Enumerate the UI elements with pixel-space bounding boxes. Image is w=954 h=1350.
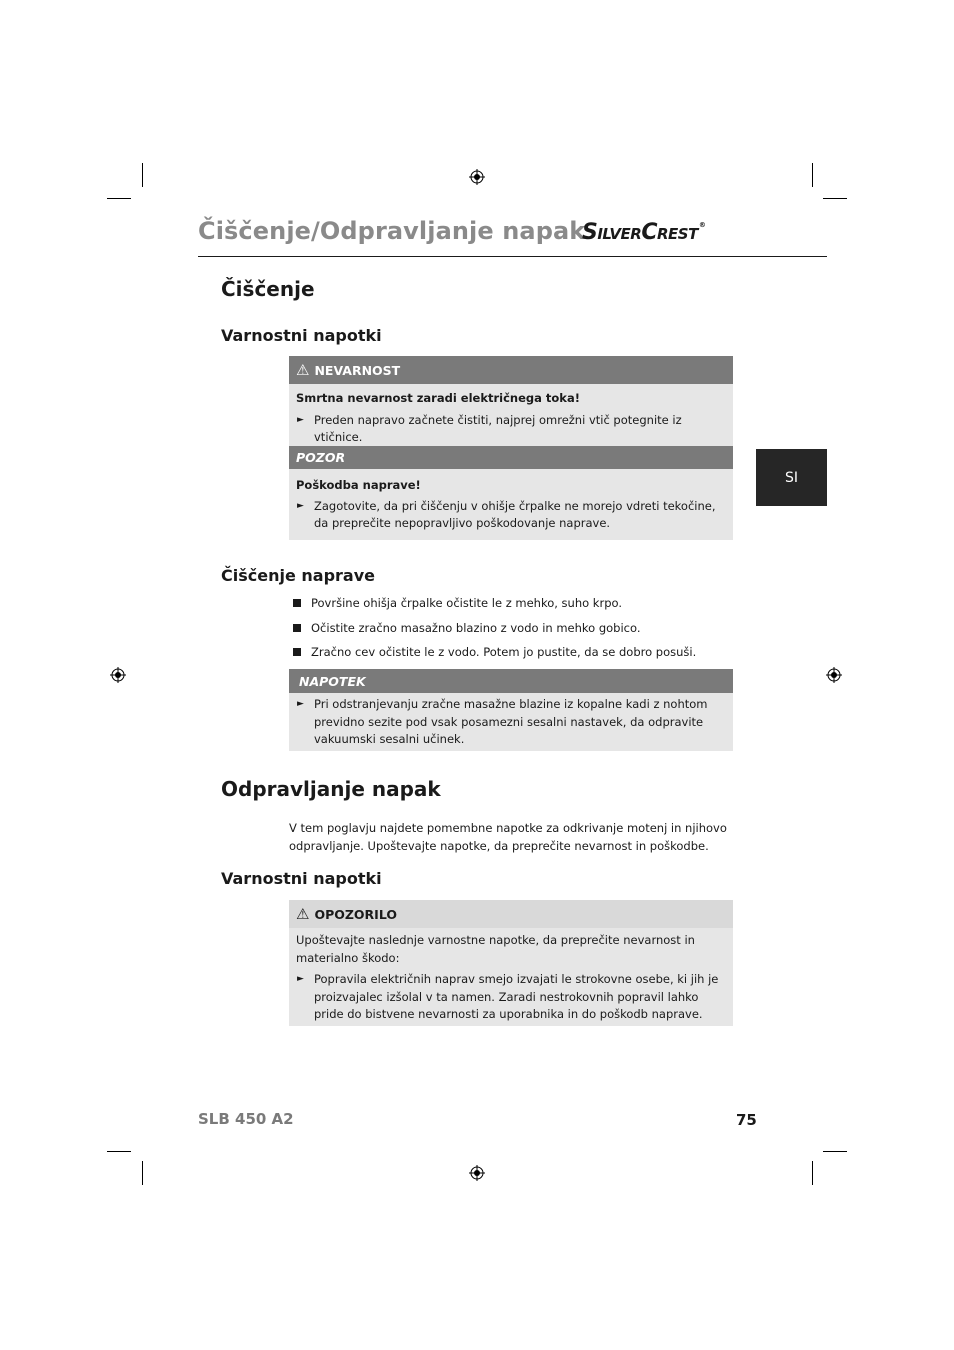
crop-mark [823,1151,847,1152]
list-item [296,412,725,447]
list-item-text: Zračno cev očistite le z vodo. Potem jo pustite, da se dobro posuši. [311,645,697,659]
warning-label: OPOZORILO [314,906,397,922]
note-box-body [289,693,733,751]
brand-logo [582,220,705,245]
warning-box-body [289,928,733,1026]
note-box-header [289,669,733,693]
device-cleaning-heading: Čiščenje naprave [221,566,375,585]
list-item [293,645,696,659]
square-bullet-icon [293,648,301,656]
square-bullet-icon [293,624,301,632]
registration-mark-icon [469,1165,485,1181]
header-divider [198,256,827,257]
caution-box-body [289,469,733,540]
language-tab: SI [756,449,827,506]
registration-mark-icon [469,169,485,185]
square-bullet-icon [293,599,301,607]
safety-heading: Varnostni napotki [221,869,382,888]
logo-registered-mark: ® [698,221,706,229]
intro-paragraph: V tem poglavju najdete pomembne napotke za odkrivanje motenj in njihovo odpravljanje. Upoštevajte napotke, da preprečite nevarnost in poškodbe. [289,821,727,853]
list-item-text: Popravila električnih naprav smejo izvajati le strokovne osebe, ki jih je proizvajalec izšolal v ta namen. Zaradi nestrokovnih popravil lahko pride do bistvene nevarnosti za uporabnika in do poškodb naprave. [314,972,719,1021]
logo-text: SilverCrest [582,220,698,245]
list-item-text: Površine ohišja črpalke očistite le z mehko, suho krpo. [311,596,622,610]
crop-mark [812,163,813,187]
arrow-bullet-icon: ► [297,974,304,984]
page-number: 75 [736,1111,757,1129]
list-item [293,621,641,635]
warning-intro: Upoštevajte naslednje varnostne napotke, da preprečite nevarnost in materialno škodo: [296,933,695,965]
danger-box-header [289,356,733,384]
footer-model: SLB 450 A2 [198,1110,294,1128]
section-heading-troubleshooting: Odpravljanje napak [221,777,441,801]
list-item-text: Pri odstranjevanju zračne masažne blazine iz kopalne kadi z nohtom previdno sezite pod vsak posamezni sesalni nastavek, da odpravite vakuumski sesalni učinek. [314,697,708,746]
crop-mark [142,1161,143,1185]
registration-mark-icon [826,667,842,683]
arrow-bullet-icon: ► [297,500,304,511]
list-item [296,696,725,749]
caution-box [289,446,733,540]
list-item-text: Zagotovite, da pri čiščenju v ohišje črpalke ne morejo vdreti tekočine, da preprečite nepopravljivo poškodovanje naprave. [314,498,716,530]
danger-box [289,356,733,454]
note-label: NAPOTEK [299,673,366,689]
page-title: Čiščenje/Odpravljanje napak [198,217,586,245]
warning-triangle-icon: ⚠ [296,904,310,923]
list-item [296,971,725,1024]
danger-subtitle: Smrtna nevarnost zaradi električnega toka! [296,391,580,405]
registration-mark-icon [110,667,126,683]
arrow-bullet-icon: ► [297,699,304,709]
list-item [296,498,725,533]
crop-mark [823,198,847,199]
list-item-text: Preden napravo začnete čistiti, najprej omrežni vtič potegnite iz vtičnice. [314,412,682,444]
warning-box [289,900,733,1026]
section-heading-cleaning: Čiščenje [221,277,315,301]
crop-mark [142,163,143,187]
caution-label: POZOR [296,450,346,465]
safety-heading: Varnostni napotki [221,326,382,345]
crop-mark [107,1151,131,1152]
arrow-bullet-icon: ► [297,414,304,425]
caution-subtitle: Poškodba naprave! [296,478,421,492]
danger-label: NEVARNOST [314,362,401,378]
danger-box-body [289,384,733,454]
list-item-text: Očistite zračno masažno blazino z vodo in mehko gobico. [311,621,641,635]
caution-box-header [289,446,733,469]
list-item [293,596,622,610]
note-box [289,669,733,751]
warning-triangle-icon: ⚠ [296,360,310,379]
warning-box-header [289,900,733,928]
crop-mark [107,198,131,199]
crop-mark [812,1161,813,1185]
